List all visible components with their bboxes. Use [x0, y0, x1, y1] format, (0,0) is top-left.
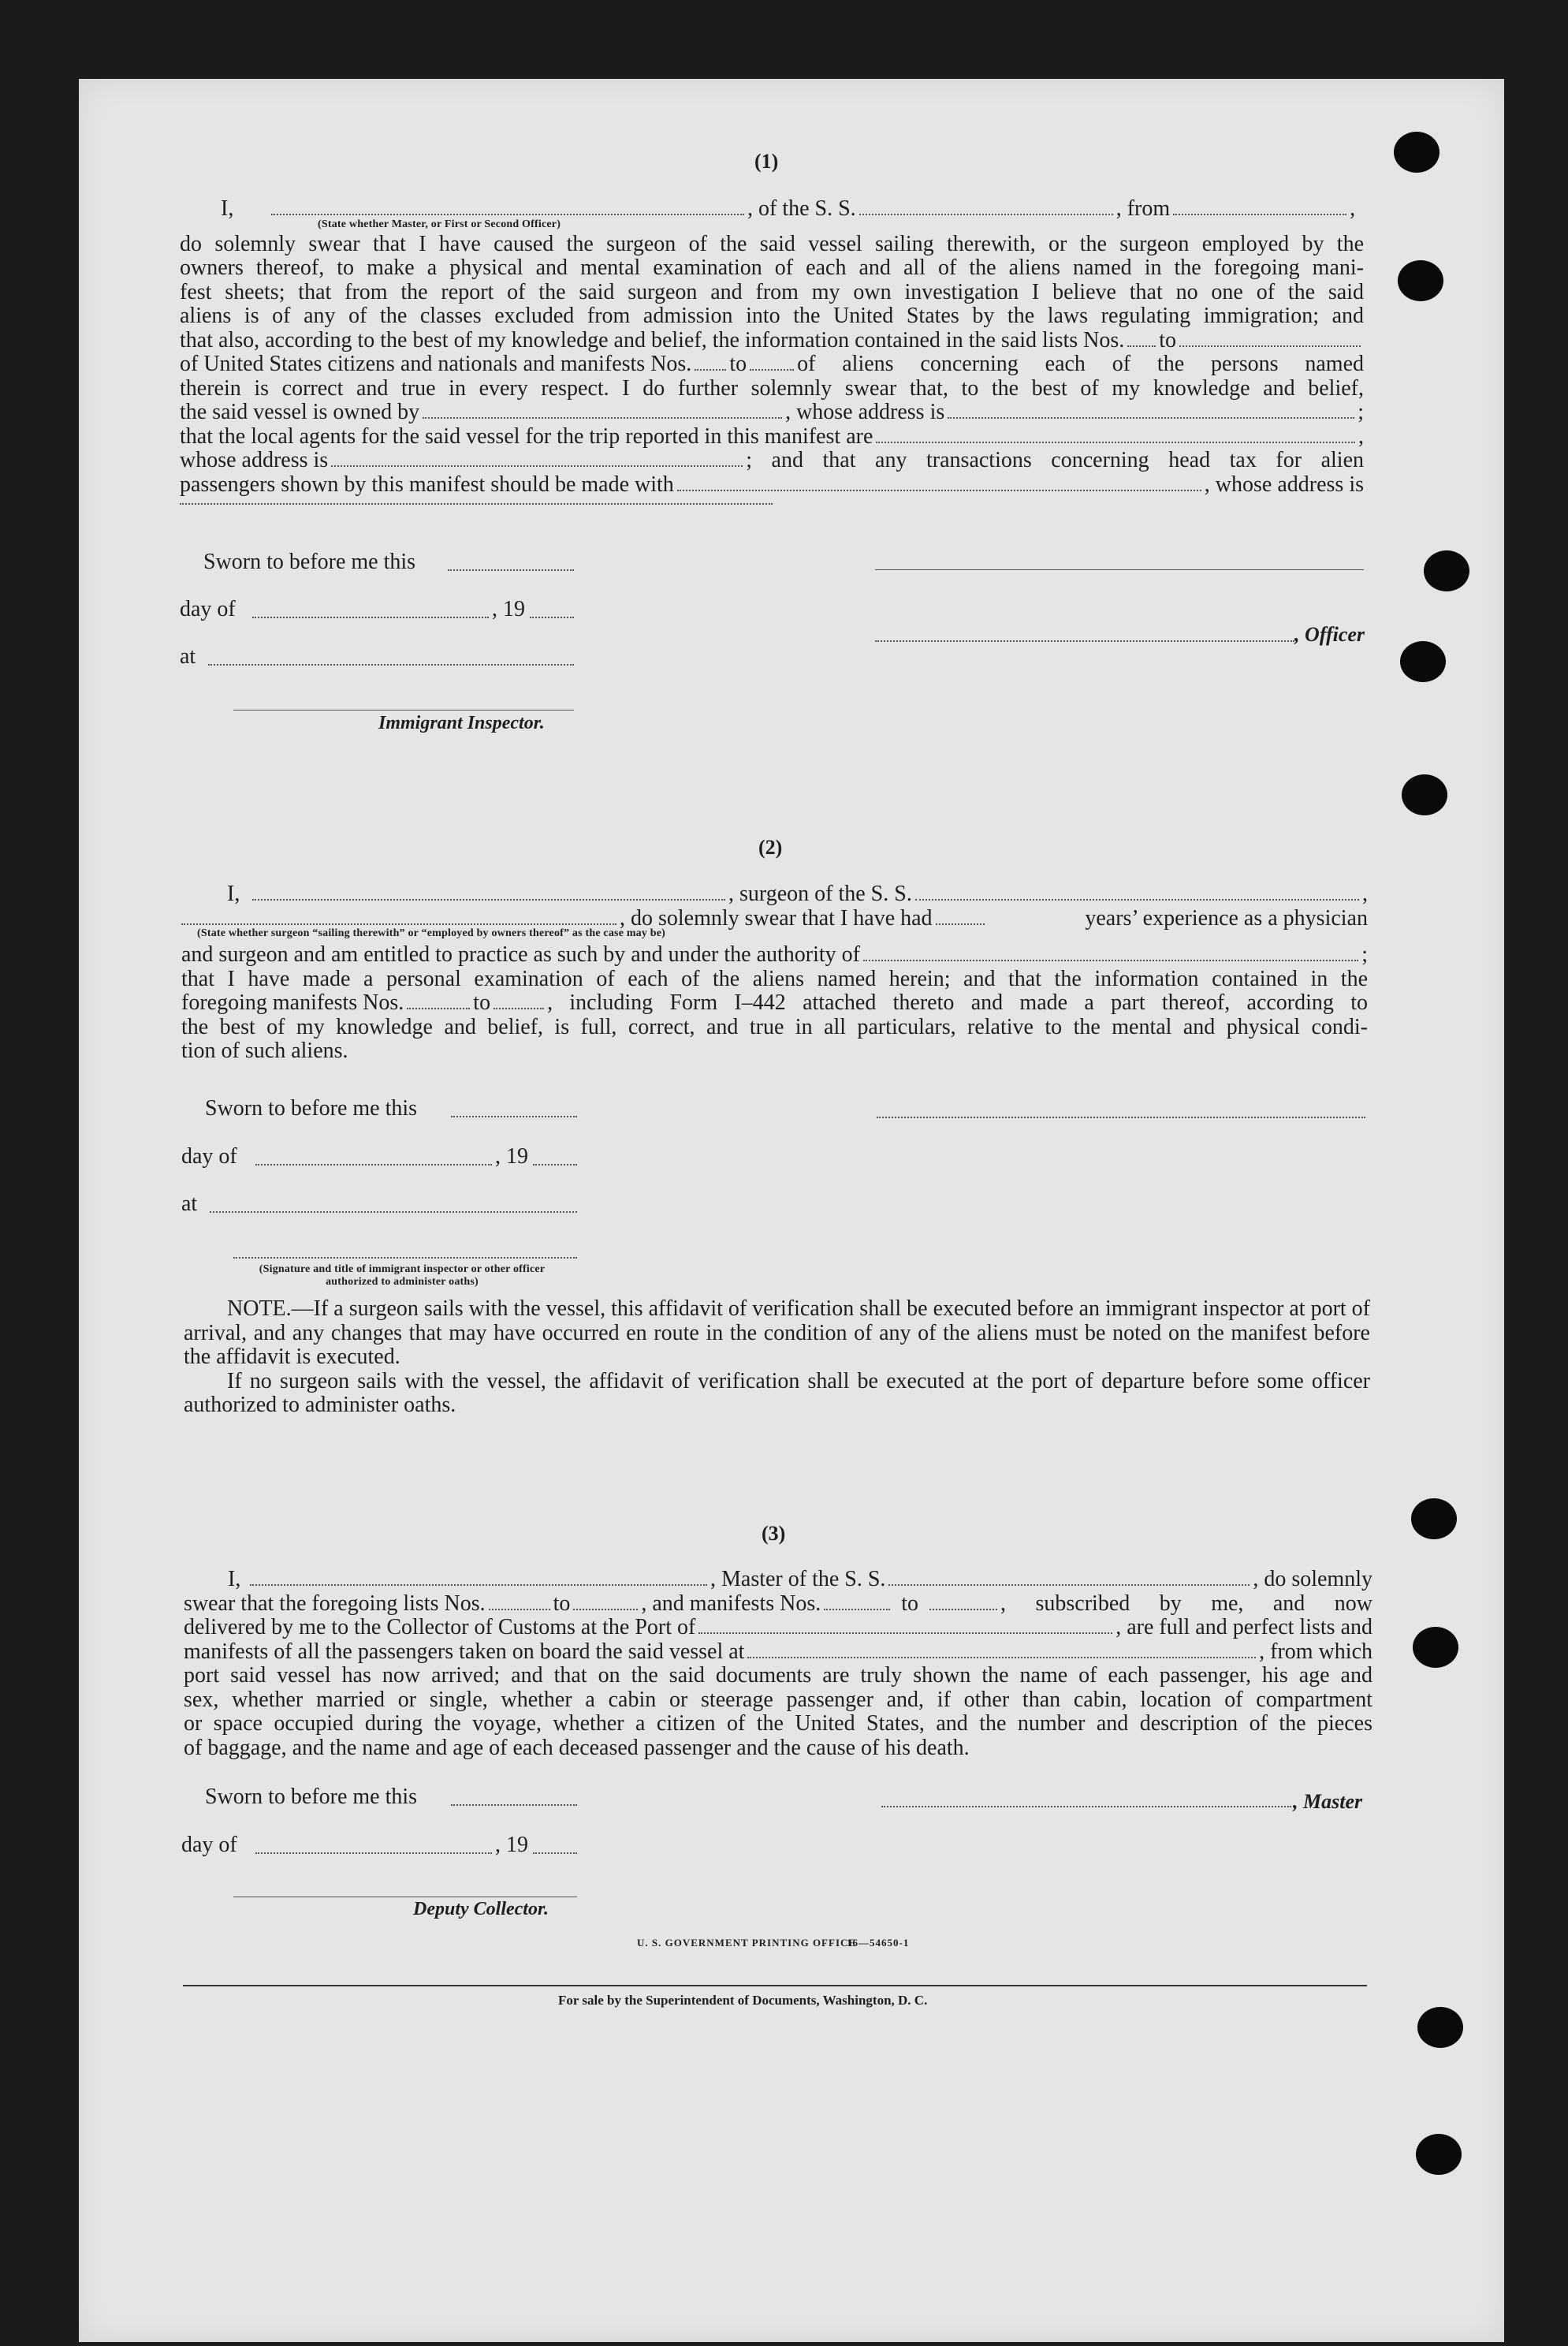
s2-i-label: I,	[227, 882, 240, 906]
s2-year-field[interactable]	[533, 1164, 577, 1166]
s1-line-8b: to	[729, 352, 747, 376]
s2-line-3a: and surgeon and am entitled to practice as such by and under the authority of	[181, 942, 860, 967]
s2-line-4: that I have made a personal examination of each of the aliens named herein; and that the information contained in the	[181, 966, 1368, 991]
s2-at-label: at	[181, 1192, 198, 1216]
s3-line-6: sex, whether married or single, whether a cabin or steerage passenger and, if other than cabin, location of compartment	[184, 1687, 1372, 1712]
punch-hole-4	[1400, 641, 1446, 682]
s1-vessel-field[interactable]	[859, 198, 1113, 215]
s2-surgeon-type-field[interactable]	[181, 908, 616, 925]
s1-line-9: therein is correct and true in every respect. I do further solemnly swear that, to the best of my knowledge and belief,	[180, 375, 1364, 401]
s1-line-6: aliens is of any of the classes excluded from admission into the United States by the laws regulating immigration; and	[180, 304, 1364, 328]
section-1-text	[180, 197, 1364, 505]
s3-line-2a: swear that the foregoing lists Nos.	[184, 1591, 486, 1616]
s1-line-12b: ; and that any transactions concerning head tax for alien	[746, 448, 1364, 472]
s2-line-2a: , do solemnly swear that I have had	[620, 905, 933, 931]
s2-note	[184, 1297, 1370, 1418]
section-1-number: (1)	[754, 150, 779, 173]
s1-line-5: fest sheets; that from the report of the said surgeon and from my own investigation I believe that no one of the said	[180, 279, 1364, 304]
s3-vessel-field[interactable]	[888, 1568, 1250, 1586]
s3-solemnly: , do solemnly	[1253, 1567, 1372, 1591]
s3-master-name-field[interactable]	[250, 1568, 707, 1586]
s2-at-field[interactable]	[210, 1211, 577, 1213]
s3-sworn-date-field[interactable]	[451, 1804, 577, 1806]
s1-line-7a: that also, according to the best of my knowledge and belief, the information contained in the said lists Nos.	[180, 327, 1125, 352]
s1-manifests-from-field[interactable]	[695, 353, 726, 371]
s1-line-13a: passengers shown by this manifest should be made with	[180, 472, 674, 497]
s1-officer-caption: (State whether Master, or First or Second Officer)	[318, 218, 561, 230]
punch-hole-1	[1394, 132, 1440, 173]
s2-signature-caption: (Signature and title of immigrant inspector or other officer authorized to administer oaths)	[259, 1263, 546, 1288]
s1-headtax-field[interactable]	[677, 474, 1201, 491]
s3-line-4b: , from which	[1259, 1639, 1372, 1664]
s3-i-label: I,	[228, 1567, 241, 1591]
s1-lists-to-field[interactable]	[1179, 330, 1361, 347]
s2-surgeon-name-field[interactable]	[252, 883, 725, 901]
s3-line-2e: , subscribed by me, and now	[1000, 1591, 1372, 1616]
s1-officer-label: , Officer	[1294, 623, 1365, 646]
s3-sworn-label: Sworn to before me this	[205, 1785, 418, 1809]
s3-master-signature-field[interactable]	[881, 1806, 1291, 1807]
s1-manifests-to-field[interactable]	[750, 353, 794, 371]
s1-line-4: owners thereof, to make a physical and mental examination of each and all of the aliens named in the foregoing mani-	[180, 255, 1364, 280]
s1-day-field[interactable]	[252, 617, 489, 618]
s2-line-3b: ;	[1361, 942, 1368, 967]
s1-year-label: , 19	[492, 597, 525, 621]
punch-hole-8	[1417, 2007, 1463, 2048]
s2-year-label: , 19	[495, 1144, 528, 1169]
s2-line-7: tion of such aliens.	[181, 1039, 348, 1063]
s3-ss-label: , Master of the S. S.	[710, 1567, 886, 1591]
s1-at-field[interactable]	[208, 664, 574, 666]
s2-line-5c: , including Form I–442 attached thereto and made a part thereof, according to	[547, 990, 1368, 1015]
s3-line-2b: to	[553, 1591, 571, 1616]
s1-officer-signature-field[interactable]	[875, 640, 1294, 642]
s3-day-label: day of	[181, 1833, 237, 1857]
s3-line-8: of baggage, and the name and age of each deceased passenger and the cause of his death.	[184, 1735, 970, 1760]
s3-day-field[interactable]	[255, 1852, 492, 1854]
s2-sworn-label: Sworn to before me this	[205, 1096, 418, 1121]
s2-note-1: NOTE.—If a surgeon sails with the vessel, this affidavit of verification shall be executed before an immigrant inspector at port of arrival, and any changes that may have occurred en route in the condition of any of the aliens must be noted on the manifest before the affidavit is executed.	[184, 1296, 1370, 1369]
punch-hole-3	[1424, 550, 1469, 591]
s1-from-label: , from	[1115, 196, 1171, 221]
s3-manifests-to-field[interactable]	[929, 1593, 997, 1610]
s3-lists-from-field[interactable]	[489, 1593, 550, 1610]
s2-day-field[interactable]	[255, 1164, 492, 1166]
form-code: 16—54650-1	[847, 1937, 910, 1949]
s1-headtax-address-field[interactable]	[180, 498, 773, 505]
s3-master-label: , Master	[1293, 1790, 1363, 1813]
s1-officer-field[interactable]	[271, 198, 744, 215]
s1-ss-label: , of the S. S.	[747, 196, 856, 221]
s1-line-10a: the said vessel is owned by	[180, 400, 420, 424]
s3-lists-to-field[interactable]	[573, 1593, 638, 1610]
s3-line-2c: , and manifests Nos.	[641, 1591, 821, 1616]
s1-line-11b: ,	[1358, 423, 1364, 449]
s1-inspector-label: Immigrant Inspector.	[378, 713, 545, 733]
s2-manifests-to-field[interactable]	[493, 992, 544, 1009]
s1-line-8a: of United States citizens and nationals and manifests Nos.	[180, 352, 692, 376]
s3-manifests-from-field[interactable]	[824, 1593, 890, 1610]
s2-line-2b: years’ experience as a physician	[1085, 905, 1368, 931]
s1-lists-from-field[interactable]	[1127, 330, 1156, 347]
punch-hole-6	[1411, 1498, 1457, 1539]
s1-day-label: day of	[180, 597, 236, 621]
s3-port-field[interactable]	[698, 1617, 1112, 1634]
section-2-text	[181, 882, 1368, 1064]
s2-signature-line[interactable]	[877, 1117, 1365, 1118]
s1-signature-line[interactable]	[875, 569, 1364, 570]
section-3-text	[184, 1568, 1372, 1760]
s1-from-field[interactable]	[1173, 198, 1346, 215]
s2-manifests-from-field[interactable]	[407, 992, 470, 1009]
punch-hole-9	[1416, 2134, 1462, 2175]
section-3-number: (3)	[762, 1522, 786, 1545]
punch-hole-2	[1398, 260, 1443, 301]
s1-owner-address-field[interactable]	[948, 401, 1354, 419]
s3-line-5: port said vessel has now arrived; and that on the said documents are truly shown the name of each passenger, his age and	[184, 1663, 1372, 1688]
s2-authority-field[interactable]	[863, 944, 1358, 961]
s3-boarding-port-field[interactable]	[747, 1641, 1256, 1658]
s3-line-3a: delivered by me to the Collector of Customs at the Port of	[184, 1615, 696, 1639]
s3-line-4a: manifests of all the passengers taken on board the said vessel at	[184, 1639, 745, 1664]
s2-line-6: the best of my knowledge and belief, is full, correct, and true in all particulars, relative to the mental and physical condi-	[181, 1014, 1368, 1039]
s1-line-11a: that the local agents for the said vessel for the trip reported in this manifest are	[180, 423, 873, 449]
s3-year-field[interactable]	[533, 1852, 577, 1854]
s1-line-8c: of aliens concerning each of the persons named	[797, 352, 1364, 376]
gpo-imprint: U. S. GOVERNMENT PRINTING OFFICE	[637, 1937, 857, 1949]
s2-vessel-field[interactable]	[915, 883, 1359, 901]
s3-line-3b: , are full and perfect lists and	[1115, 1615, 1372, 1639]
s3-line-2d: to	[901, 1591, 919, 1616]
s1-inspector-signature-line[interactable]	[233, 710, 574, 711]
s3-collector-label: Deputy Collector.	[413, 1899, 549, 1919]
s1-comma: ,	[1350, 196, 1356, 221]
s1-sworn-date-field[interactable]	[448, 569, 574, 571]
s3-line-7: or space occupied during the voyage, whether a citizen of the United States, and the number and description of the pieces	[184, 1711, 1372, 1736]
s2-inspector-signature-line[interactable]	[233, 1257, 577, 1259]
section-2-number: (2)	[758, 836, 783, 859]
s1-year-field[interactable]	[530, 617, 574, 618]
s1-sworn-label: Sworn to before me this	[203, 550, 416, 574]
s1-line-3: do solemnly swear that I have caused the surgeon of the said vessel sailing therewith, or the surgeon employed by the	[180, 231, 1364, 256]
s1-line-10c: ;	[1358, 400, 1364, 424]
s2-ss-label: , surgeon of the S. S.	[728, 882, 912, 906]
sale-notice: For sale by the Superintendent of Documents, Washington, D. C.	[558, 1993, 928, 2008]
s2-line-5a: foregoing manifests Nos.	[181, 990, 404, 1015]
s1-i-label: I,	[221, 196, 234, 221]
s2-surgeon-type-caption: (State whether surgeon “sailing therewith” or “employed by owners thereof” as the case may be)	[197, 927, 666, 939]
s2-line-5b: to	[473, 990, 491, 1015]
s1-line-12a: whose address is	[180, 448, 329, 472]
s1-agents-field[interactable]	[876, 426, 1355, 443]
s2-note-2: If no surgeon sails with the vessel, the affidavit of verification shall be executed at the port of departure before some officer authorized to administer oaths.	[184, 1368, 1370, 1417]
s2-sworn-date-field[interactable]	[451, 1116, 577, 1117]
punch-hole-7	[1413, 1627, 1458, 1668]
s1-at-label: at	[180, 644, 196, 669]
s2-years-field[interactable]	[936, 908, 985, 925]
s2-day-label: day of	[181, 1144, 237, 1169]
footer-rule	[183, 1985, 1367, 1986]
s1-agents-address-field[interactable]	[331, 449, 743, 467]
s1-line-10b: , whose address is	[785, 400, 945, 424]
s2-comma: ,	[1362, 882, 1368, 906]
s1-line-13b: , whose address is	[1204, 472, 1364, 497]
punch-hole-5	[1402, 774, 1447, 815]
s1-owner-field[interactable]	[423, 401, 782, 419]
s1-line-7b: to	[1159, 327, 1177, 352]
s3-year-label: , 19	[495, 1833, 528, 1857]
